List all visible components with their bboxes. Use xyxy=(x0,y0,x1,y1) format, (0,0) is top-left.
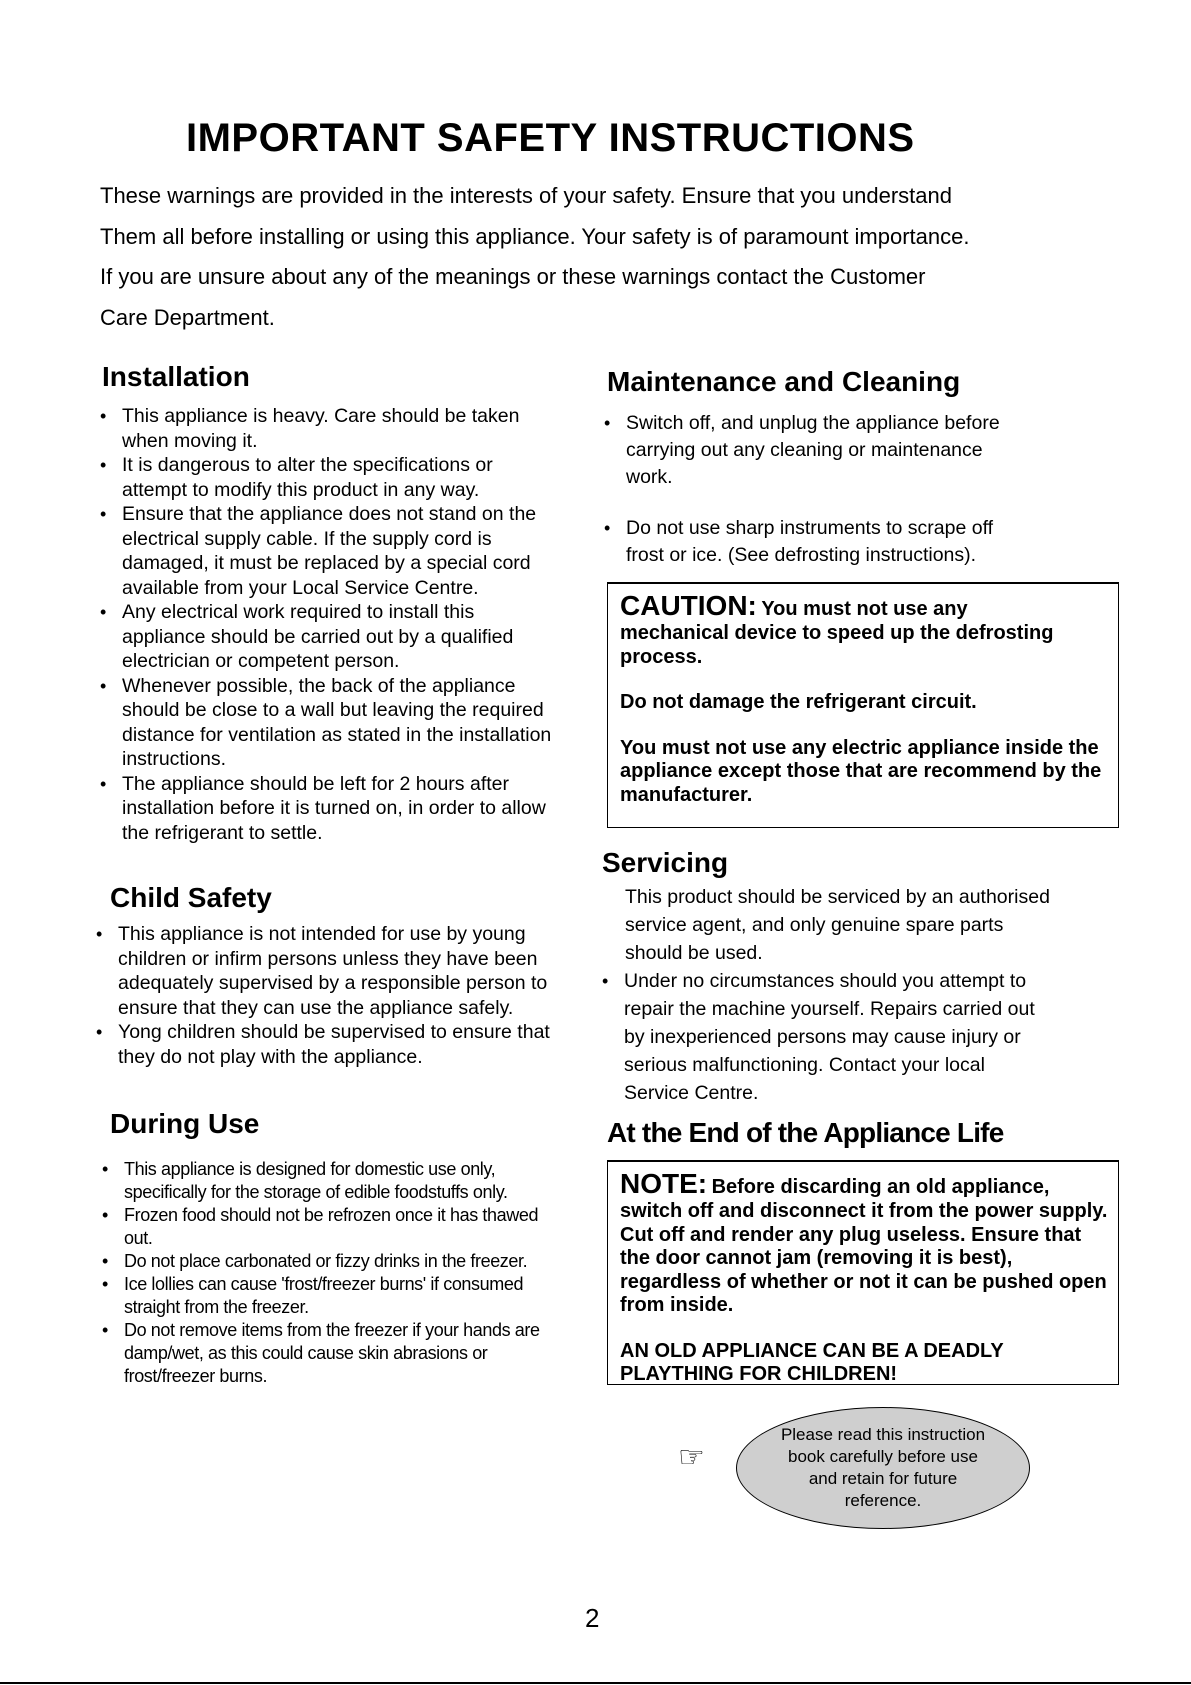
intro-line-1: These warnings are provided in the interests of your safety. Ensure that you understand xyxy=(100,183,952,208)
maintenance-heading: Maintenance and Cleaning xyxy=(607,366,961,397)
list-item: • It is dangerous to alter the specifications or attempt to modify this product in any way. xyxy=(100,453,555,502)
caution-text: Do not damage the refrigerant circuit. xyxy=(620,691,977,713)
list-item: • Do not place carbonated or fizzy drinks in the freezer. xyxy=(102,1250,552,1273)
intro-line-4: Care Department. xyxy=(100,305,275,330)
caution-text: You must not use any electric appliance inside the appliance except those that are recommend by the manufacturer. xyxy=(620,736,1102,806)
list-item: • Whenever possible, the back of the appliance should be close to a wall but leaving the required distance for ventilation as stated in the installation instructions. xyxy=(100,674,555,772)
note-text: switch off and disconnect it from the power supply. Cut off and render any plug useless. Ensure that the door cannot jam (removing it is best), regardless of whether or not it can be pushed open from inside. xyxy=(620,1200,1108,1316)
list-item: • This appliance is designed for domestic use only, specifically for the storage of edible foodstuffs only. xyxy=(102,1158,552,1204)
list-item: • Ice lollies can cause 'frost/freezer burns' if consumed straight from the freezer. xyxy=(102,1273,552,1319)
list-item: • Frozen food should not be refrozen once it has thawed out. xyxy=(102,1204,552,1250)
child-safety-heading: Child Safety xyxy=(110,882,272,913)
installation-list xyxy=(100,404,555,845)
caution-lead: You must not use any xyxy=(761,598,968,620)
page-title: IMPORTANT SAFETY INSTRUCTIONS xyxy=(186,116,915,160)
list-item: • The appliance should be left for 2 hours after installation before it is turned on, in order to allow the refrigerant to settle. xyxy=(100,772,555,846)
list-item: • Do not remove items from the freezer if your hands are damp/wet, as this could cause skin abrasions or frost/freezer burns. xyxy=(102,1319,552,1388)
during-use-list xyxy=(102,1158,552,1388)
servicing-text: This product should be serviced by an authorised service agent, and only genuine spare parts should be used. xyxy=(625,886,1050,964)
installation-heading: Installation xyxy=(102,361,250,392)
page-bottom-rule xyxy=(0,1682,1191,1684)
page-number: 2 xyxy=(585,1603,600,1633)
intro-line-2: Them all before installing or using this appliance. Your safety is of paramount importance. xyxy=(100,224,970,249)
reminder-oval xyxy=(736,1407,1030,1529)
maintenance-list xyxy=(604,410,1034,569)
caution-label: CAUTION: xyxy=(620,590,757,621)
list-item: • Any electrical work required to install this appliance should be carried out by a qualified electrician or competent person. xyxy=(100,600,555,674)
intro-line-3: If you are unsure about any of the meanings or these warnings contact the Customer xyxy=(100,264,926,289)
pointing-hand-icon: ☞ xyxy=(678,1441,705,1474)
list-item: • Do not use sharp instruments to scrape off frost or ice. (See defrosting instructions). xyxy=(604,515,1034,569)
end-of-life-heading: At the End of the Appliance Life xyxy=(607,1117,1004,1148)
reminder-text: Please read this instruction book carefully before use and retain for future reference. xyxy=(780,1425,986,1510)
child-safety-list xyxy=(96,922,576,1069)
list-item: • This appliance is not intended for use by young children or infirm persons unless they have been adequately supervised by a responsible person to ensure that they can use the appliance safely. xyxy=(96,922,576,1020)
list-item: • Switch off, and unplug the appliance before carrying out any cleaning or maintenance work. xyxy=(604,410,1034,491)
during-use-heading: During Use xyxy=(110,1108,260,1139)
servicing-heading: Servicing xyxy=(602,847,729,878)
list-item: • Under no circumstances should you attempt to repair the machine yourself. Repairs carried out by inexperienced persons may cause injury or serious malfunctioning. Contact your local Service Centre. xyxy=(602,967,1042,1107)
list-item: • Ensure that the appliance does not stand on the electrical supply cable. If the supply cord is damaged, it must be replaced by a special cord available from your Local Service Centre. xyxy=(100,502,555,600)
list-item: • Yong children should be supervised to ensure that they do not play with the appliance. xyxy=(96,1020,576,1069)
note-box xyxy=(607,1160,1119,1385)
servicing-list xyxy=(602,967,1042,1107)
note-warning: AN OLD APPLIANCE CAN BE A DEADLY PLAYTHING FOR CHILDREN! xyxy=(620,1339,1004,1385)
caution-text: mechanical device to speed up the defrosting process. xyxy=(620,622,1054,668)
note-lead: Before discarding an old appliance, xyxy=(711,1176,1050,1198)
list-item: • This appliance is heavy. Care should be taken when moving it. xyxy=(100,404,555,453)
caution-box xyxy=(607,582,1119,828)
note-label: NOTE: xyxy=(620,1168,708,1199)
